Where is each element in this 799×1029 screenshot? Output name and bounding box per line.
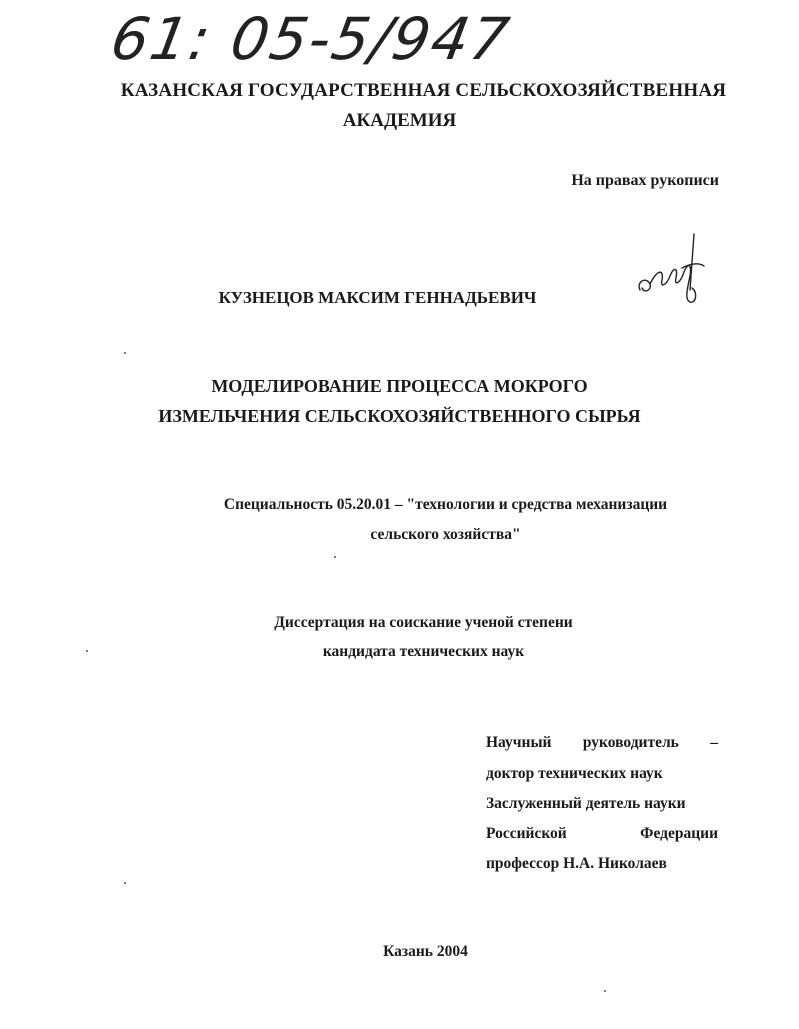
scan-speck: [124, 352, 126, 354]
dissertation-degree-line1: Диссертация на соискание ученой степени: [274, 614, 573, 631]
dissertation-degree-line2: кандидата технических наук: [322, 643, 525, 660]
specialty-line1: Специальность 05.20.01 – "технологии и средства механизации: [223, 496, 668, 513]
specialty-line2: сельского хозяйства": [370, 526, 521, 543]
advisor-line3: Заслуженный деятель науки: [486, 795, 686, 812]
advisor-line1-dash: –: [710, 734, 718, 751]
advisor-line5: профессор Н.А. Николаев: [486, 855, 667, 872]
advisor-line4-left: Российской: [486, 825, 567, 842]
scan-speck: [604, 990, 606, 992]
thesis-title-line2: ИЗМЕЛЬЧЕНИЯ СЕЛЬСКОХОЗЯЙСТВЕННОГО СЫРЬЯ: [158, 406, 641, 426]
scan-speck: [124, 882, 126, 884]
advisor-line4-right: Федерации: [640, 825, 718, 842]
manuscript-rights-label: На правах рукописи: [571, 172, 719, 189]
thesis-title-line1: МОДЕЛИРОВАНИЕ ПРОЦЕССА МОКРОГО: [211, 376, 588, 396]
academy-name-line1: КАЗАНСКАЯ ГОСУДАРСТВЕННАЯ СЕЛЬСКОХОЗЯЙСТВЕННАЯ: [120, 80, 727, 101]
advisor-line2: доктор технических наук: [486, 765, 663, 782]
scan-speck: [86, 650, 88, 652]
advisor-line1: [486, 734, 718, 752]
academy-name-line2: АКАДЕМИЯ: [342, 110, 457, 131]
city-year: Казань 2004: [383, 943, 468, 960]
author-name: КУЗНЕЦОВ МАКСИМ ГЕННАДЬЕВИЧ: [218, 288, 537, 307]
advisor-line1-mid: руководитель: [582, 734, 679, 751]
advisor-line4: [486, 825, 718, 843]
advisor-line1-left: Научный: [486, 734, 552, 751]
handwritten-archive-code: 61: 05-5/947: [106, 5, 516, 73]
scan-speck: [334, 556, 336, 558]
author-signature-icon: [632, 228, 712, 308]
